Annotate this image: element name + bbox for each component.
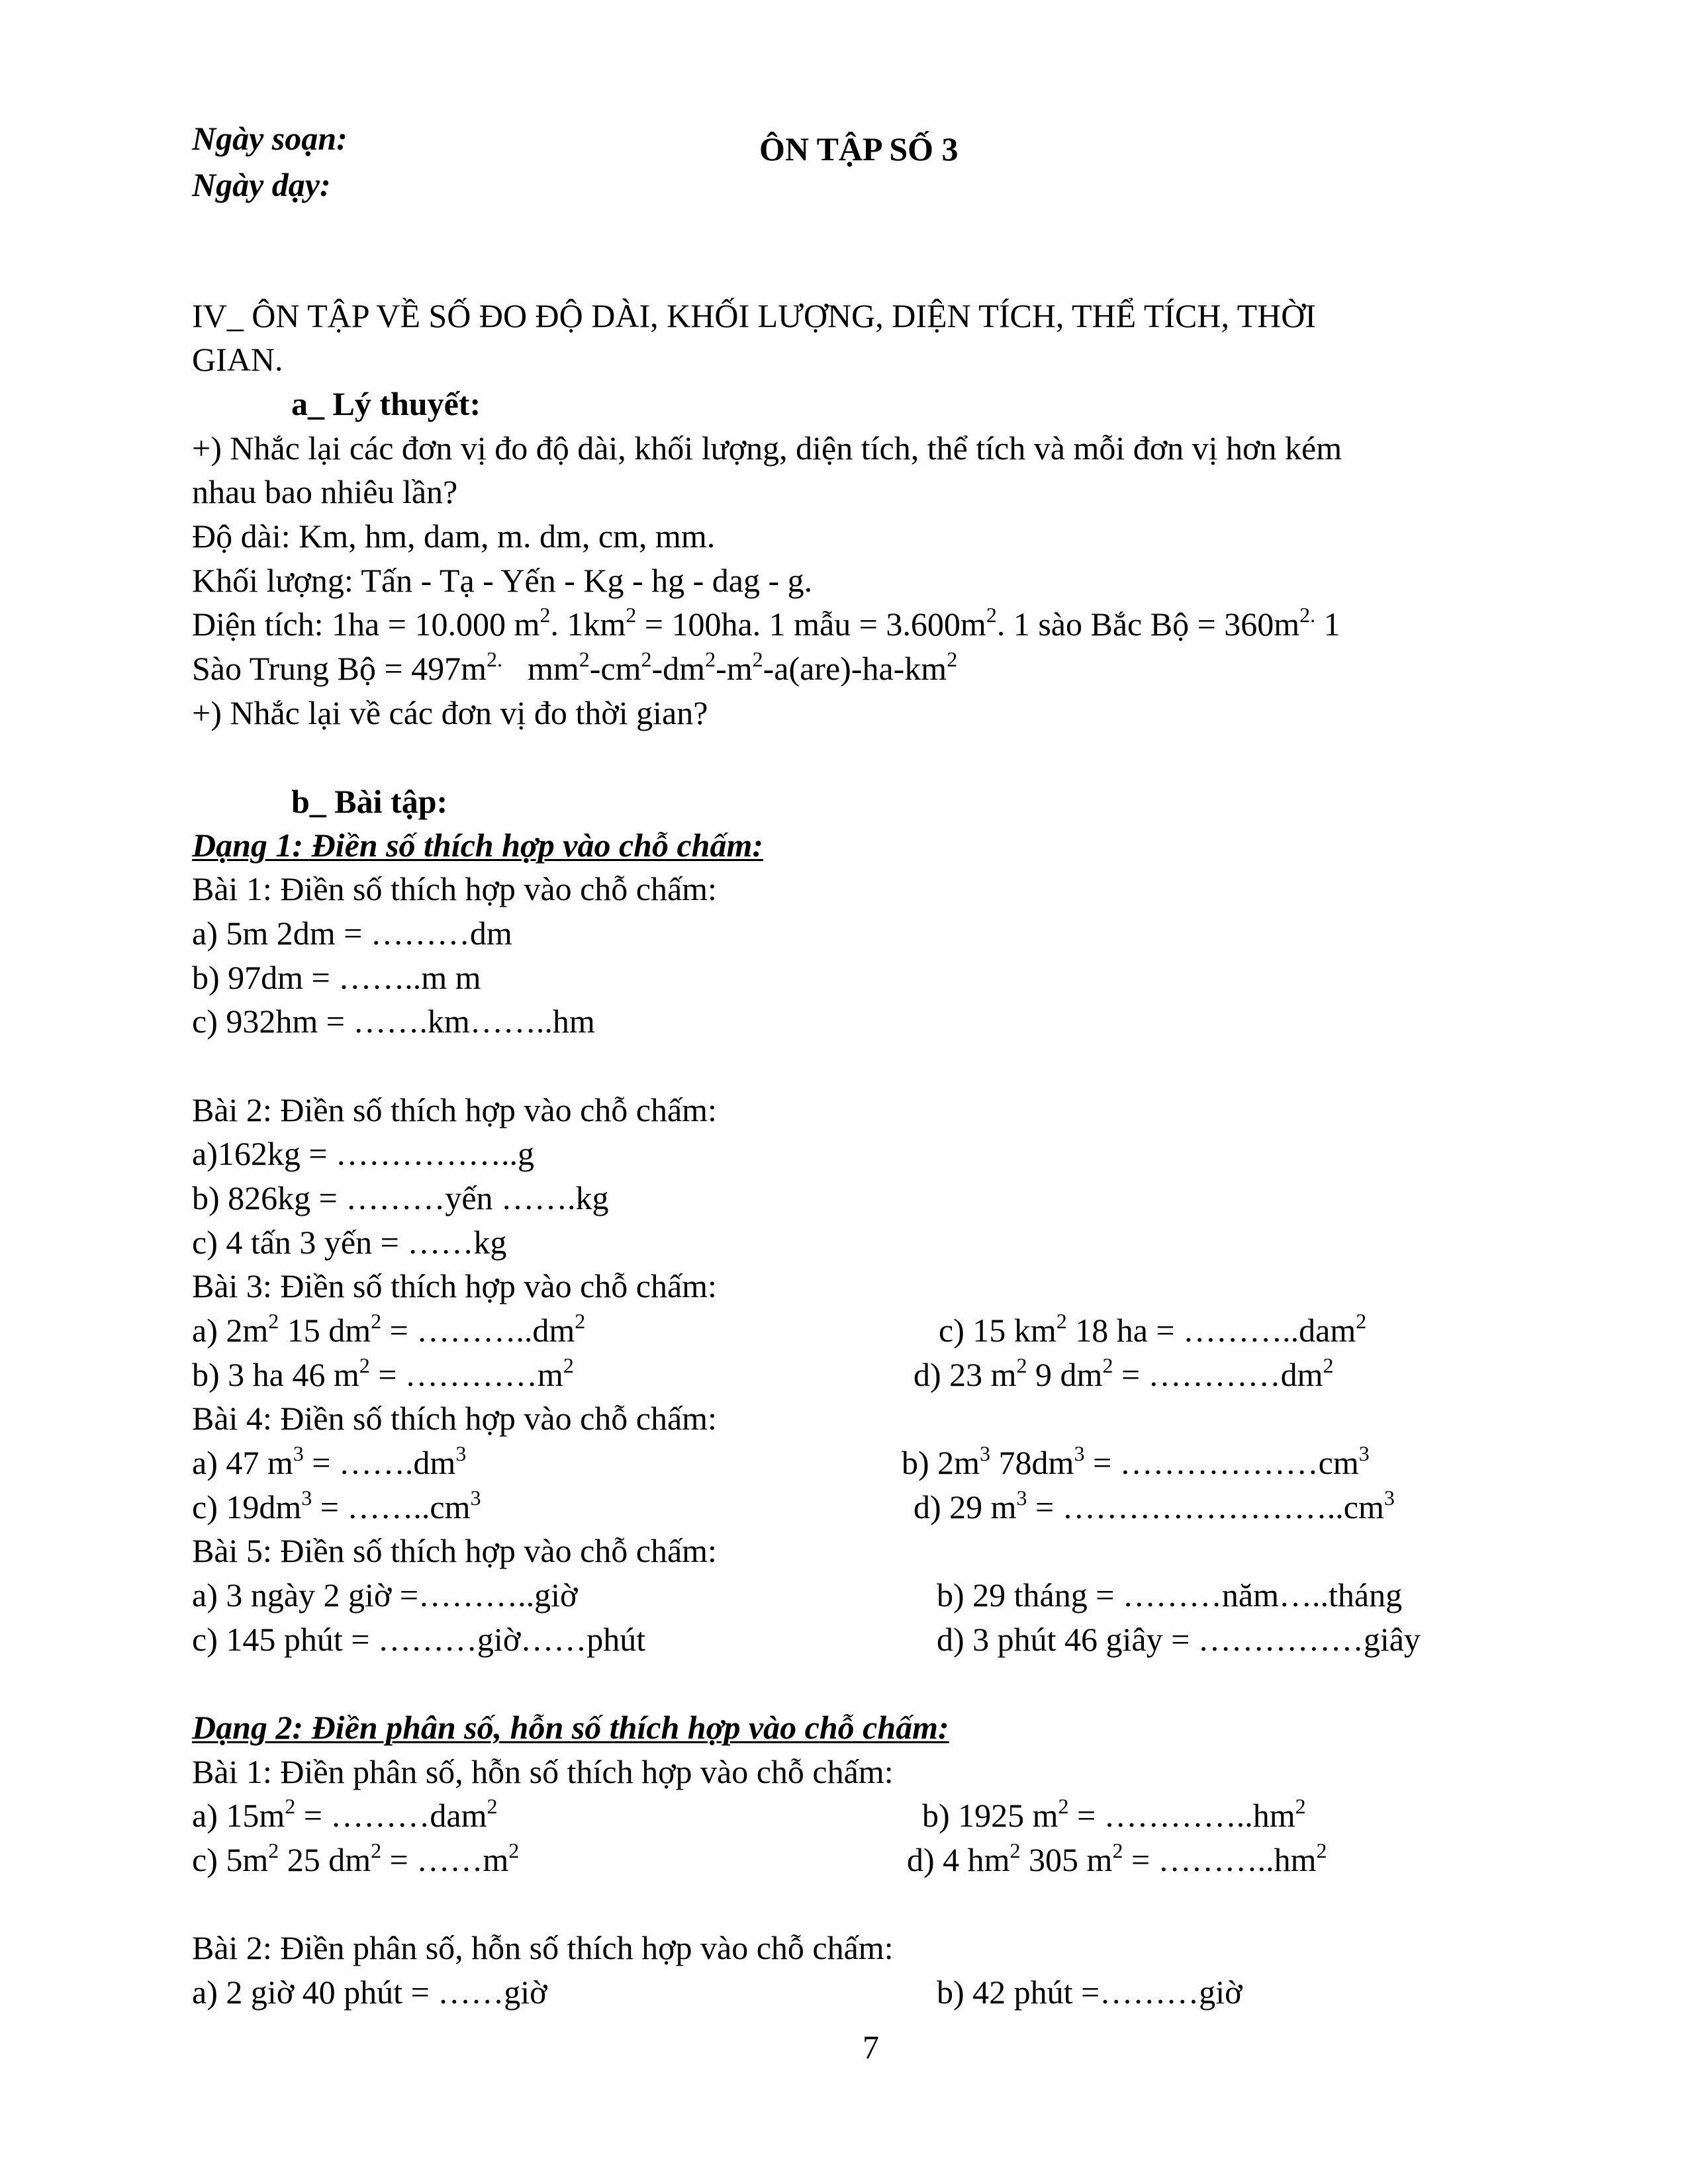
dang-2-bai-1-item-a: a) $15m^2$ = ………dam$^2$ [192,1794,498,1834]
dang-2-bai-1-item-c: c) $5m^2$ 25 $dm^2$ = $\dots\dots m^2$ [192,1839,520,1878]
bai-2-title: Bài 2: Điền số thích hợp vào chỗ chấm: [192,1091,717,1128]
theory-question-1-cont: nhau bao nhiêu lần? [192,473,458,510]
theory-question-1: +) Nhắc lại các đơn vị đo độ dài, khối lượng, diện tích, thể tích và mỗi đơn vị hơn kém [192,430,1342,467]
bai-3-item-b: b) 3 ha 46 $m^2$ = $\dots\dots\dots\dots m^2$ [192,1353,574,1393]
bai-1-title: Bài 1: Điền số thích hợp vào chỗ chấm: [192,870,717,907]
page-title: ÔN TẬP SỐ 3 [759,130,959,167]
bai-1-item-a: a) 5m 2dm = ………dm [192,915,512,952]
dang-2-title: Dạng 2: Điền phân số, hỗn số thích hợp vào chỗ chấm: [192,1709,949,1746]
bai-5-title: Bài 5: Điền số thích hợp vào chỗ chấm: [192,1532,717,1569]
section-heading: IV_ ÔN TẬP VỀ SỐ ĐO ĐỘ DÀI, KHỐI LƯỢNG, DIỆN TÍCH, THỂ TÍCH, THỜI [192,297,1316,334]
bai-1-item-b: b) 97dm = ……..m m [192,959,481,996]
ngay-day-label: Ngày dạy: [192,166,331,203]
bai-5-item-c: c) 145 phút = ………giờ……phút [192,1621,646,1658]
length-units: Độ dài: Km, hm, dam, m. dm, cm, mm. [192,518,716,555]
dang-2-bai-2-item-a: a) 2 giờ 40 phút = ……giờ [192,1974,547,2011]
ngay-soan-label: Ngày soạn: [192,120,348,157]
dang-2-bai-2-title: Bài 2: Điền phân số, hỗn số thích hợp vào chỗ chấm: [192,1929,894,1966]
dang-2-bai-2-item-b: b) 42 phút =………giờ [937,1974,1243,2011]
bai-2-item-a: a)162kg = ……………..g [192,1135,535,1172]
dang-2-bai-1-item-b: b) 1925 $m^2$ = $\dots\dots\dots\dots..hm^2$ [922,1794,1306,1834]
theory-question-2: +) Nhắc lại về các đơn vị đo thời gian? [192,694,708,731]
bai-2-item-c: c) 4 tấn 3 yến = ……kg [192,1224,507,1261]
bai-5-item-d: d) 3 phút 46 giây = ……………giây [937,1621,1421,1658]
exercise-title: b_ Bài tập: [291,783,448,820]
page-number: 7 [863,2028,879,2066]
mass-units: Khối lượng: Tấn - Tạ - Yến - Kg - hg - dag - g. [192,562,813,599]
dang-2-bai-1-item-d: d) 4 $hm^2$ 305 $m^2$ = $\dots\dots\dots..hm^2$ [907,1839,1327,1878]
bai-3-item-a: a) $2m^2$ 15 $dm^2$ = $\dots\dots\dots..dm^2$ [192,1309,586,1349]
bai-3-item-c: c) 15 $km^2$ 18 ha = ………..dam$^2$ [939,1309,1367,1349]
area-units-line-2: Sào Trung Bộ = $497m^{2.}$ $mm^2-cm^2-dm^2-m^2-a(are)-ha-km^2$ [192,647,958,687]
bai-5-item-a: a) 3 ngày 2 giờ =………..giờ [192,1576,578,1614]
bai-4-item-d: d) 29 $m^3$ = $\dots\dots\dots\dots\dots\dots\dots\dots..cm^3$ [914,1486,1395,1525]
bai-4-item-b: b) $2m^3$ $78dm^3$ = $\dots\dots\dots\dots\dots\dots cm^3$ [902,1441,1370,1481]
bai-3-title: Bài 3: Điền số thích hợp vào chỗ chấm: [192,1267,717,1304]
section-heading-cont: GIAN. [192,341,283,378]
dang-2-bai-1-title: Bài 1: Điền phân số, hỗn số thích hợp vào chỗ chấm: [192,1753,894,1790]
bai-4-title: Bài 4: Điền số thích hợp vào chỗ chấm: [192,1400,717,1437]
bai-2-item-b: b) 826kg = ………yến …….kg [192,1179,609,1216]
bai-3-item-d: d) 23 $m^2$ 9 $dm^2$ = $\dots\dots\dots\dots dm^2$ [914,1353,1334,1393]
bai-4-item-a: a) 47 $m^3$ = $\dots\dots.dm^3$ [192,1441,467,1481]
theory-title: a_ Lý thuyết: [291,385,481,422]
dang-1-title: Dạng 1: Điền số thích hợp vào chỗ chấm: [192,827,763,864]
area-units-line-1: Diện tích: 1ha = 10.000 $m^2$. $1km^2 = 100ha$. 1 mẫu = $3.600m^2$. 1 sào Bắc Bộ = $360m^{2.}$ 1 [192,603,1340,643]
bai-1-item-c: c) 932hm = …….km……..hm [192,1003,595,1040]
bai-5-item-b: b) 29 tháng = ………năm…..tháng [937,1576,1403,1614]
bai-4-item-c: c) $19dm^3$ = $\dots\dots..cm^3$ [192,1486,481,1525]
